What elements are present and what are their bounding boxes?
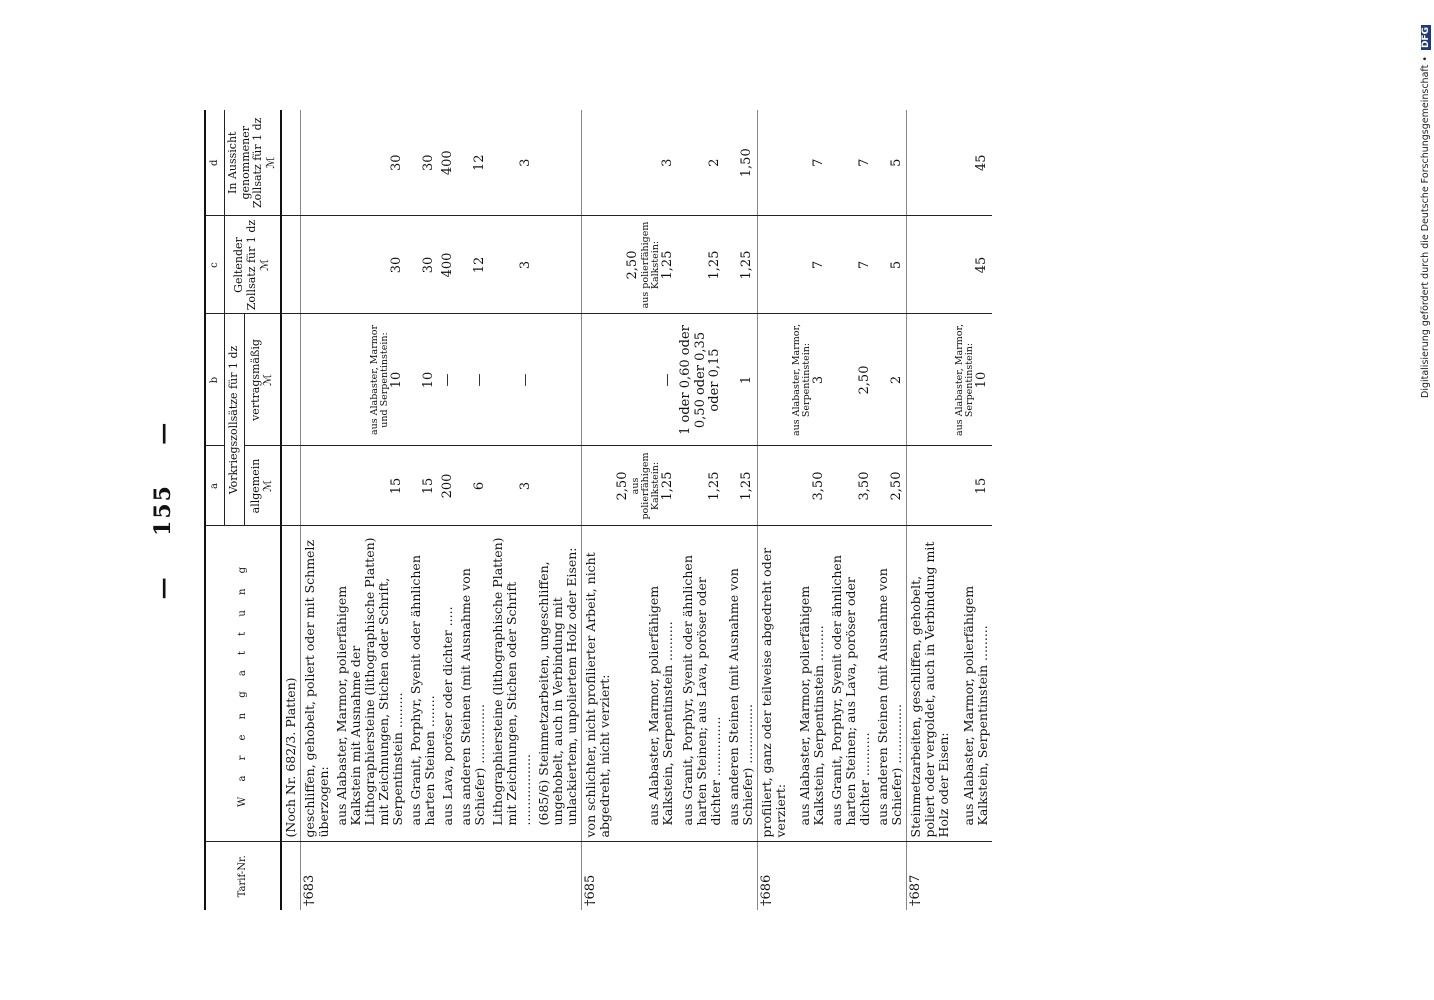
- value-cell-b: [874, 314, 907, 446]
- value-cell-d: [300, 110, 333, 216]
- ware-description: aus Alabaster, Marmor, polierfähigem Kalkstein mit Ausnahme der Lithographiersteine (lithographische Platten) mit Zeichnungen, Stichen oder Schrift, Serpentinstein .........: [333, 537, 405, 826]
- header-dash-left: —: [150, 575, 176, 600]
- value-cell-c: [614, 216, 677, 314]
- warengattung-cell: [535, 526, 582, 842]
- value-cell-a: [439, 446, 458, 526]
- warengattung-cell: [790, 526, 828, 842]
- unit-c: ℳ: [257, 259, 271, 271]
- value-cell-c: [281, 216, 301, 314]
- col-letter-d: d: [205, 110, 225, 216]
- value-note-a: aus polierfähigem Kalkstein:: [629, 452, 661, 520]
- value-cell-a: [489, 446, 535, 526]
- value-cell-b: [457, 314, 489, 446]
- tarif-nr-cell: [614, 842, 677, 910]
- digitization-credit: [1418, 8, 1434, 398]
- warengattung-cell: [725, 526, 758, 842]
- table-row: [874, 110, 907, 910]
- value-c: 45: [974, 256, 990, 274]
- ware-description: aus Alabaster, Marmor, polierfähigem Kalkstein, Serpentinstein .........: [960, 585, 990, 826]
- table-body: [281, 110, 992, 910]
- value-b: 3: [810, 375, 826, 385]
- table-header: [205, 110, 281, 910]
- warengattung-cell: [439, 526, 458, 842]
- value-cell-a: [907, 446, 954, 526]
- value-cell-d: [725, 110, 758, 216]
- value-cell-a: [457, 446, 489, 526]
- rotated-page: [150, 110, 1310, 910]
- value-cell-b: [614, 314, 677, 446]
- tarif-nr-cell: [439, 842, 458, 910]
- value-c: 3: [517, 260, 533, 270]
- value-cell-b: [953, 314, 991, 446]
- tarif-nr: †686: [758, 874, 774, 906]
- value-cell-c: [790, 216, 828, 314]
- header-dash-right: —: [150, 420, 176, 445]
- value-cell-a: [677, 446, 725, 526]
- warengattung-cell: [281, 526, 301, 842]
- col-header-allgemein: [245, 446, 281, 526]
- value-cell-b: [790, 314, 828, 446]
- page-header: [150, 110, 200, 910]
- value-cell-b: [489, 314, 535, 446]
- table-row: [457, 110, 489, 910]
- value-b: 10: [389, 371, 405, 389]
- value-b: 2,50: [856, 365, 872, 395]
- value-cell-a: [725, 446, 758, 526]
- value-cell-b: [407, 314, 439, 446]
- value-d: 30: [421, 154, 437, 172]
- warengattung-cell: [582, 526, 615, 842]
- value-cell-d: [582, 110, 615, 216]
- tarif-nr-cell: [535, 842, 582, 910]
- value-cell-b: [828, 314, 874, 446]
- value-note-c: aus polierfähigem Kalkstein:: [639, 221, 661, 309]
- value-cell-d: [790, 110, 828, 216]
- tarif-nr-cell: [582, 842, 615, 910]
- vertragsmaessig-label: vertragsmäßig: [248, 339, 262, 421]
- table-row: [614, 110, 677, 910]
- ware-description: aus Lava, poröser oder dichter .....: [440, 606, 456, 826]
- table-row: [757, 110, 790, 910]
- ware-description: (Noch Nr. 682/3. Platten): [282, 677, 298, 838]
- tarif-nr-cell: [790, 842, 828, 910]
- tarif-nr-cell: [489, 842, 535, 910]
- table-row: [582, 110, 615, 910]
- value-c: 5: [888, 260, 904, 270]
- table-row: [489, 110, 535, 910]
- value-c: 30: [389, 256, 405, 274]
- value-cell-c: [407, 216, 439, 314]
- ware-description: von schlichter, nicht profilierter Arbeit, nicht abgedreht, nicht verziert:: [583, 552, 613, 838]
- warengattung-cell: [953, 526, 991, 842]
- table-row: [535, 110, 582, 910]
- value-cell-c: [439, 216, 458, 314]
- tarif-nr-cell: [300, 842, 333, 910]
- value-cell-d: [439, 110, 458, 216]
- value-cell-b: [439, 314, 458, 446]
- geltender-label: Geltender Zollsatz für 1 dz: [232, 219, 258, 311]
- unit-a: ℳ: [261, 480, 275, 492]
- value-cell-c: [725, 216, 758, 314]
- ware-description: geschliffen, gehobelt, poliert oder mit Schmelz überzogen:: [301, 539, 331, 838]
- value-cell-a: [300, 446, 333, 526]
- value-cell-c: [457, 216, 489, 314]
- value-cell-a: [790, 446, 828, 526]
- value-cell-a: [757, 446, 790, 526]
- table-row: [407, 110, 439, 910]
- warengattung-cell: [614, 526, 677, 842]
- warengattung-cell: [489, 526, 535, 842]
- table-row: [333, 110, 407, 910]
- value-cell-c: [333, 216, 407, 314]
- value-b: —: [659, 373, 675, 387]
- ware-description: aus Alabaster, Marmor, polierfähigem Kalkstein, Serpentinstein ..........: [646, 585, 676, 826]
- value-cell-d: [614, 110, 677, 216]
- tarif-nr: †687: [908, 874, 924, 906]
- warengattung-cell: [300, 526, 333, 842]
- tarif-nr-cell: [407, 842, 439, 910]
- table-row: [677, 110, 725, 910]
- value-a: 15: [421, 477, 437, 495]
- value-d: 400: [439, 150, 455, 176]
- value-d: 5: [888, 158, 904, 167]
- table-row: [907, 110, 954, 910]
- value-cell-c: [907, 216, 954, 314]
- value-cell-c: [953, 216, 991, 314]
- tarif-nr-cell: [677, 842, 725, 910]
- aussicht-label: In Aussicht genommener Zollsatz für 1 dz: [226, 117, 265, 208]
- table-row: [828, 110, 874, 910]
- value-a: 3,50: [810, 471, 826, 501]
- value-c: 30: [421, 256, 437, 274]
- value-note-b: aus Alabaster, Marmor und Serpentinstein:: [369, 324, 391, 436]
- page-number: 155: [150, 484, 176, 536]
- ware-description: aus anderen Steinen (mit Ausnahme von Schiefer) ...............: [725, 568, 755, 826]
- value-cell-a: [582, 446, 615, 526]
- value-a: 15: [389, 477, 405, 495]
- table-row: [725, 110, 758, 910]
- tarif-nr-cell: [281, 842, 301, 910]
- col-letter-c: c: [205, 216, 225, 314]
- value-cell-d: [489, 110, 535, 216]
- ware-description: aus Alabaster, Marmor, polierfähigem Kalkstein, Serpentinstein .........: [797, 585, 827, 826]
- value-cell-b: [677, 314, 725, 446]
- value-d: 7: [810, 158, 826, 167]
- value-d: 1,50: [739, 148, 755, 178]
- value-cell-d: [333, 110, 407, 216]
- value-cell-d: [757, 110, 790, 216]
- value-a: 3: [517, 481, 533, 491]
- value-cell-a: [828, 446, 874, 526]
- value-cell-c: [535, 216, 582, 314]
- value-d: 3: [517, 158, 533, 167]
- value-cell-c: [489, 216, 535, 314]
- table-row: [439, 110, 458, 910]
- value-b: 1 oder 0,60 oder 0,50 oder 0,35 oder 0,15: [678, 325, 723, 435]
- warengattung-cell: [457, 526, 489, 842]
- value-c-alt: 1,25: [659, 250, 675, 280]
- table-row: [790, 110, 828, 910]
- table-row: [281, 110, 301, 910]
- value-cell-b: [300, 314, 333, 446]
- ware-description: aus Granit, Porphyr, Syenit oder ähnlichen harten Steinen; aus Lava, poröser oder dichter ...............: [679, 555, 723, 826]
- value-a: 3,50: [856, 471, 872, 501]
- value-cell-d: [281, 110, 301, 216]
- col-letter-b: b: [205, 314, 225, 446]
- warengattung-cell: [907, 526, 954, 842]
- value-a: 1,25: [707, 471, 723, 501]
- col-header-warengattung: W a r e n g a t t u n g: [205, 526, 281, 842]
- value-cell-c: [874, 216, 907, 314]
- ware-description: Steinmetzarbeiten, geschliffen, gehobelt, poliert oder vergoldet, auch in Verbindung mit Holz oder Eisen:: [908, 541, 952, 838]
- value-cell-a: [333, 446, 407, 526]
- tarif-nr-cell: [457, 842, 489, 910]
- col-header-vertragsmaessig: [245, 314, 281, 446]
- value-a: 1,25: [739, 471, 755, 501]
- value-cell-d: [828, 110, 874, 216]
- value-d: 3: [659, 158, 675, 167]
- ware-description: aus anderen Steinen (mit Ausnahme von Schiefer) ...............: [875, 568, 905, 826]
- value-d: 7: [856, 158, 872, 167]
- value-a: 6: [471, 481, 487, 491]
- value-cell-b: [725, 314, 758, 446]
- value-cell-d: [457, 110, 489, 216]
- value-b: —: [471, 373, 487, 387]
- tarif-nr-cell: [725, 842, 758, 910]
- value-c: 7: [856, 260, 872, 270]
- value-cell-a: [953, 446, 991, 526]
- value-cell-d: [677, 110, 725, 216]
- value-cell-d: [907, 110, 954, 216]
- value-a: 2,50: [888, 471, 904, 501]
- warengattung-cell: [828, 526, 874, 842]
- tarif-nr-cell: [953, 842, 991, 910]
- value-cell-a: [407, 446, 439, 526]
- warengattung-cell: [677, 526, 725, 842]
- allgemein-label: allgemein: [248, 458, 262, 514]
- value-cell-b: [281, 314, 301, 446]
- ware-description: Lithographiersteine (lithographische Platten) mit Zeichnungen, Stichen oder Schrift ..................: [490, 537, 534, 826]
- value-a: 200: [439, 473, 455, 499]
- value-cell-a: [614, 446, 677, 526]
- tarif-nr: †683: [301, 874, 317, 906]
- ware-description: profiliert, ganz oder teilweise abgedreht oder verziert:: [758, 547, 788, 838]
- tarif-nr-cell: [333, 842, 407, 910]
- value-c: 400: [439, 252, 455, 278]
- warengattung-cell: [757, 526, 790, 842]
- value-b: 2: [888, 375, 904, 385]
- value-b: —: [439, 373, 455, 387]
- table-row: [953, 110, 991, 910]
- ware-description: aus Granit, Porphyr, Syenit oder ähnlichen harten Steinen; aus Lava, poröser oder dichter ...........: [829, 555, 873, 826]
- col-header-aussicht: [225, 110, 281, 216]
- tarif-nr-cell: [907, 842, 954, 910]
- value-cell-c: [582, 216, 615, 314]
- value-cell-b: [757, 314, 790, 446]
- col-header-geltender: [225, 216, 281, 314]
- value-cell-c: [828, 216, 874, 314]
- ware-description: (685/6) Steinmetzarbeiten, ungeschliffen, ungehobelt, auch in Verbindung mit unlackiertem, unpoliertem Holz oder Eisen:: [536, 547, 580, 826]
- value-d: 12: [471, 154, 487, 172]
- value-cell-d: [535, 110, 582, 216]
- table-row: [300, 110, 333, 910]
- value-cell-a: [535, 446, 582, 526]
- warengattung-cell: [874, 526, 907, 842]
- value-b: 10: [421, 371, 437, 389]
- col-header-vorkrieg: Vorkriegszollsätze für 1 dz: [225, 314, 245, 526]
- value-cell-b: [333, 314, 407, 446]
- value-c: 1,25: [739, 250, 755, 280]
- tarif-nr-cell: [828, 842, 874, 910]
- warengattung-cell: [333, 526, 407, 842]
- value-cell-d: [874, 110, 907, 216]
- tarif-nr-cell: [757, 842, 790, 910]
- value-cell-d: [407, 110, 439, 216]
- value-cell-b: [582, 314, 615, 446]
- value-cell-c: [300, 216, 333, 314]
- value-cell-d: [953, 110, 991, 216]
- value-c: 1,25: [707, 250, 723, 280]
- value-cell-b: [907, 314, 954, 446]
- value-c: 2,50: [625, 250, 641, 280]
- value-note-b: aus Alabaster, Marmor, Serpentinstein:: [954, 324, 976, 437]
- value-cell-a: [874, 446, 907, 526]
- value-d: 30: [389, 154, 405, 172]
- value-a-alt: 1,25: [659, 471, 675, 501]
- value-b: 1: [739, 375, 755, 385]
- value-b: 10: [974, 371, 990, 389]
- unit-b: ℳ: [261, 374, 275, 386]
- col-letter-a: a: [205, 446, 225, 526]
- value-b: —: [517, 373, 533, 387]
- value-cell-c: [677, 216, 725, 314]
- credit-text: Digitalisierung gefördert durch die Deutsche Forschungsgemeinschaft •: [1420, 56, 1431, 398]
- warengattung-cell: [407, 526, 439, 842]
- value-d: 45: [974, 154, 990, 172]
- value-c: 12: [471, 256, 487, 274]
- unit-d: ℳ: [263, 156, 277, 169]
- value-note-b: aus Alabaster, Marmor, Serpentinstein:: [790, 324, 812, 437]
- tarif-nr: †685: [583, 874, 599, 906]
- value-a: 2,50: [615, 471, 631, 501]
- value-cell-c: [757, 216, 790, 314]
- value-a: 15: [974, 477, 990, 495]
- value-cell-a: [281, 446, 301, 526]
- value-d: 2: [707, 158, 723, 167]
- tarif-nr-cell: [874, 842, 907, 910]
- value-c: 7: [810, 260, 826, 270]
- ware-description: aus Granit, Porphyr, Syenit oder ähnlichen harten Steinen ........: [407, 555, 437, 826]
- col-header-tarif-nr: Tarif-Nr.: [205, 842, 281, 910]
- ware-description: aus anderen Steinen (mit Ausnahme von Schiefer) ...............: [458, 568, 488, 826]
- value-cell-b: [535, 314, 582, 446]
- tariff-table: [204, 110, 992, 910]
- dfg-logo: DFG: [1421, 27, 1431, 49]
